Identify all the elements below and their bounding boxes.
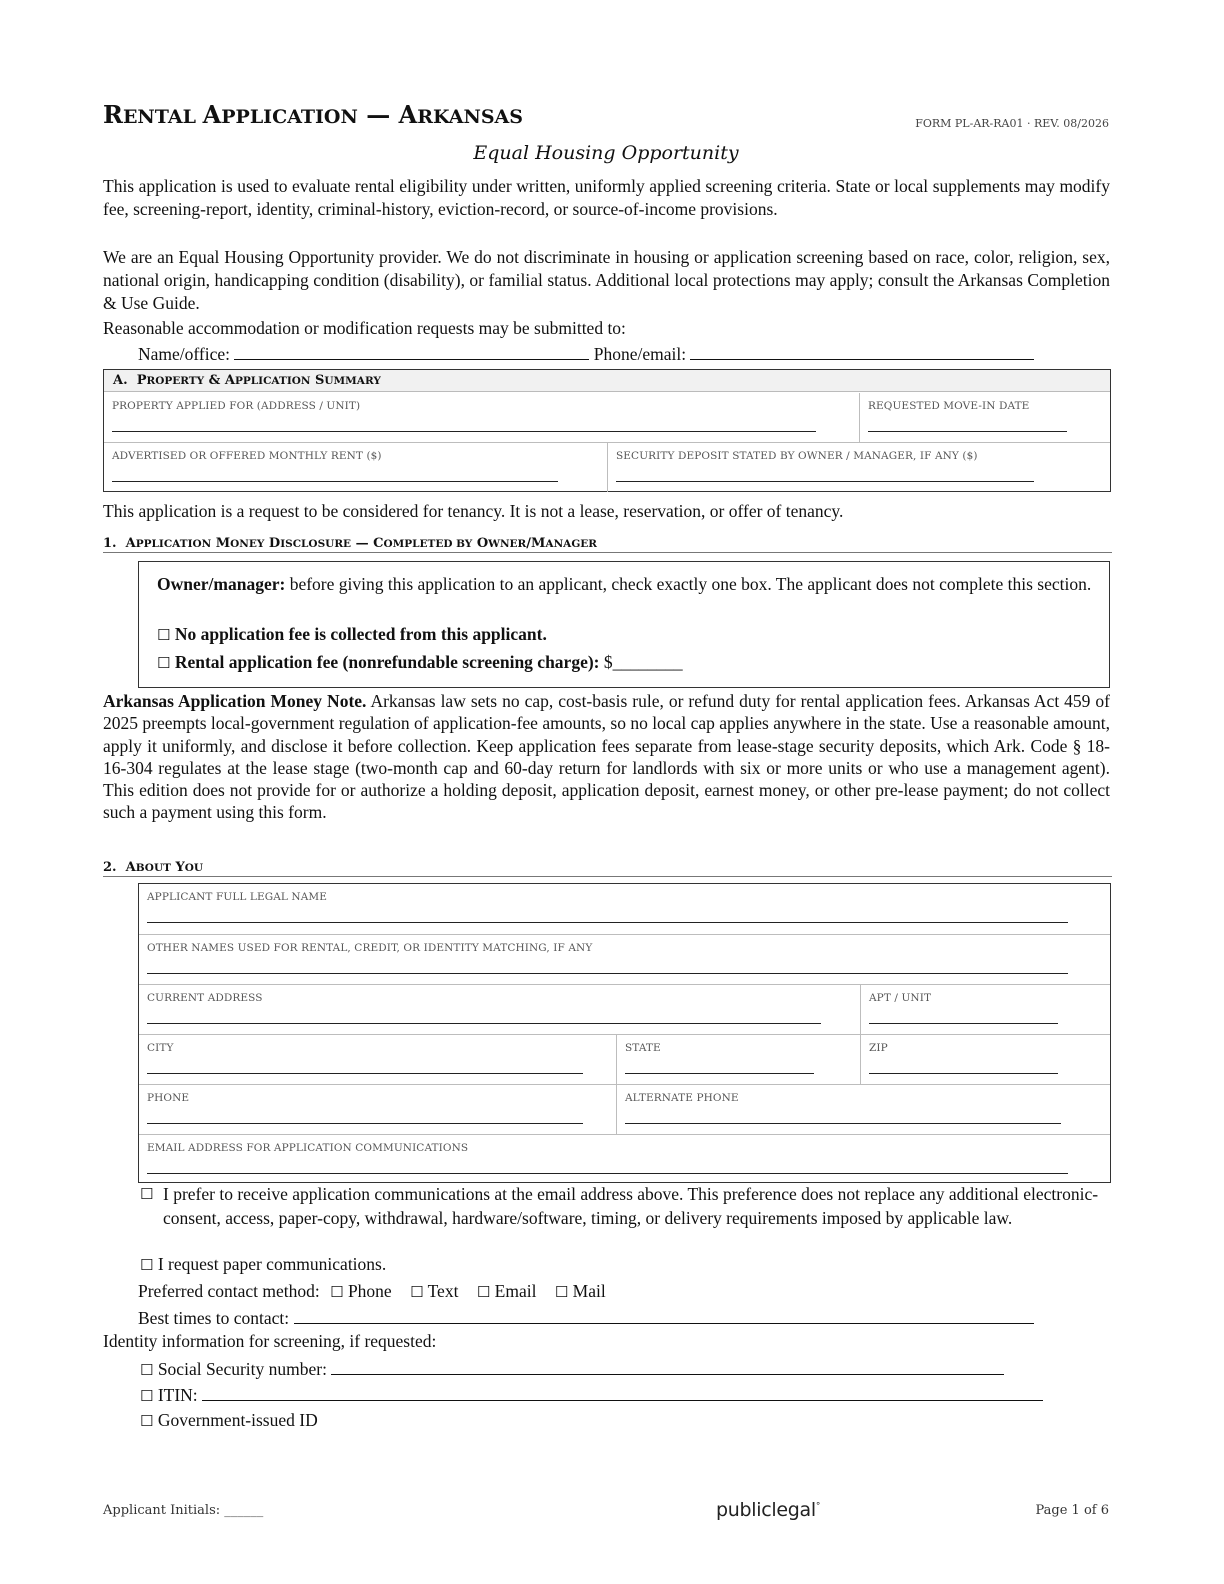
checkbox-icon[interactable]: ☐ (410, 1283, 424, 1301)
checkbox-icon[interactable]: ☐ (476, 1283, 491, 1301)
full-name-input[interactable] (147, 922, 1068, 923)
contact-phone-label: Phone (347, 1281, 392, 1301)
city-cell[interactable] (139, 1034, 617, 1084)
accommodation-contact-line (138, 343, 1034, 365)
phone-email-label: Phone/email: (593, 344, 687, 364)
intro-paragraph-2: We are an Equal Housing Opportunity provider. We do not discriminate in housing or application screening based on race, color, religion, sex, national origin, handicapping condition (disability), or familial status. Additional local protections may apply; consult the Arkansas Completion & Use Guide. (103, 247, 1110, 313)
monthly-rent-cell[interactable] (104, 443, 608, 492)
ssn-label: Social Security number: (157, 1359, 327, 1379)
checkbox-icon[interactable]: ☐ (330, 1283, 344, 1301)
email-cell[interactable] (139, 1134, 1110, 1182)
field-label: CURRENT ADDRESS (147, 991, 263, 1004)
alternate-phone-input[interactable] (625, 1123, 1061, 1124)
best-times-label: Best times to contact: (138, 1308, 290, 1328)
owner-instruction-text: before giving this application to an applicant, check exactly one box. The applicant does not complete this section. (285, 574, 1092, 594)
best-times-row (138, 1307, 1034, 1329)
property-summary-heading: A. PROPERTY & APPLICATION SUMMARY (104, 370, 1110, 392)
checkbox-icon[interactable]: ☐ (140, 1387, 154, 1405)
apt-unit-input[interactable] (869, 1023, 1058, 1024)
intro-paragraph-1: This application is used to evaluate rental eligibility under written, uniformly applied screening criteria. State or local supplements may modify fee, screening-report, identity, criminal-history, eviction-record, or source-of-income provisions. (103, 176, 1110, 219)
phone-email-field[interactable] (690, 343, 1034, 360)
title-part: RKANSAS (417, 106, 524, 128)
rent-deposit-table (104, 442, 1110, 492)
property-summary-table (104, 393, 1110, 443)
field-label: REQUESTED MOVE-IN DATE (868, 400, 1030, 412)
checkbox-icon[interactable]: ☐ (140, 1412, 154, 1430)
field-label: ALTERNATE PHONE (625, 1091, 739, 1104)
page-number: Page 1 of 6 (1035, 1503, 1109, 1518)
gov-id-label: Government-issued ID (157, 1410, 318, 1430)
applicant-initials: Applicant Initials: ______ (103, 1503, 264, 1518)
email-preference-option[interactable] (140, 1183, 1100, 1230)
paper-preference-option[interactable] (140, 1254, 386, 1275)
no-fee-option[interactable] (157, 624, 547, 645)
intro-paragraph-3: Reasonable accommodation or modification requests may be submitted to: (103, 318, 626, 338)
itin-field[interactable] (202, 1384, 1043, 1401)
contact-mail-label: Mail (572, 1281, 606, 1301)
page-title (103, 100, 523, 129)
fee-amount-field[interactable]: $________ (599, 652, 683, 672)
field-label: OTHER NAMES USED FOR RENTAL, CREDIT, OR IDENTITY MATCHING, IF ANY (147, 941, 593, 954)
other-names-input[interactable] (147, 973, 1068, 974)
alternate-phone-cell[interactable] (617, 1084, 1111, 1134)
identity-info-label: Identity information for screening, if requested: (103, 1331, 437, 1351)
itin-option[interactable] (140, 1384, 1043, 1406)
field-label: ADVERTISED OR OFFERED MONTHLY RENT ($) (112, 450, 382, 462)
security-deposit-input[interactable] (616, 481, 1034, 482)
current-address-input[interactable] (147, 1023, 821, 1024)
security-deposit-cell[interactable] (608, 443, 1111, 492)
gov-id-option[interactable] (140, 1410, 318, 1431)
contact-email-label: Email (494, 1281, 537, 1301)
publiclegal-logo (716, 1499, 820, 1521)
title-part: A (202, 100, 222, 129)
tenancy-note: This application is a request to be considered for tenancy. It is not a lease, reservation, or offer of tenancy. (103, 501, 844, 521)
state-input[interactable] (625, 1073, 814, 1074)
title-part: A (398, 100, 418, 129)
field-label: CITY (147, 1041, 174, 1054)
owner-instructions (157, 572, 1095, 596)
zip-input[interactable] (869, 1073, 1058, 1074)
city-input[interactable] (147, 1073, 583, 1074)
phone-cell[interactable] (139, 1084, 617, 1134)
property-summary-box (103, 369, 1111, 492)
money-note-text: Arkansas law sets no cap, cost-basis rule, or refund duty for rental application fees. Arkansas Act 459 of 2025 preempts local-government regulation of application-fee amounts, so no local cap applies anywhere in the state. Use a reasonable amount, apply it uniformly, and disclose it before collection. Keep application fees separate from lease-stage security deposits, which Ark. Code § 18-16-304 regulates at the lease stage (two-month cap and 60-day return for landlords with six or more units or who use a management agent). This edition does not provide for or authorize a holding deposit, application deposit, earnest money, or other pre-lease payment; do not collect such a payment using this form. (103, 691, 1110, 823)
ssn-field[interactable] (331, 1358, 1004, 1375)
state-cell[interactable] (617, 1034, 861, 1084)
property-address-cell[interactable] (104, 393, 860, 442)
checkbox-icon[interactable]: ☐ (140, 1185, 154, 1203)
checkbox-icon[interactable]: ☐ (554, 1283, 569, 1301)
name-office-field[interactable] (234, 343, 589, 360)
owner-disclosure-box (138, 561, 1110, 688)
contact-text-label: Text (427, 1281, 459, 1301)
field-label: STATE (625, 1041, 661, 1054)
field-label: ZIP (869, 1041, 888, 1054)
field-label: EMAIL ADDRESS FOR APPLICATION COMMUNICATIONS (147, 1141, 469, 1154)
about-you-table (139, 884, 1110, 1182)
checkbox-icon[interactable]: ☐ (140, 1361, 154, 1379)
field-label: APT / UNIT (869, 991, 932, 1004)
contact-method-label: Preferred contact method: (138, 1281, 320, 1301)
zip-cell[interactable] (861, 1034, 1111, 1084)
phone-input[interactable] (147, 1123, 583, 1124)
other-names-cell[interactable] (139, 934, 1110, 984)
form-number: FORM PL-AR-RA01 · REV. 08/2026 (915, 117, 1109, 130)
name-office-label: Name/office: (138, 344, 230, 364)
itin-label: ITIN: (157, 1385, 198, 1405)
brand-name: publiclegal (716, 1499, 816, 1521)
title-part: R (103, 100, 123, 129)
section-2-heading: 2. ABOUT YOU (103, 860, 1112, 877)
move-in-date-input[interactable] (868, 431, 1067, 432)
current-address-cell[interactable] (139, 984, 861, 1034)
money-note-title: Arkansas Application Money Note. (103, 691, 367, 711)
field-label: SECURITY DEPOSIT STATED BY OWNER / MANAGER, IF ANY ($) (616, 450, 978, 462)
section-1-heading: 1. APPLICATION MONEY DISCLOSURE — COMPLETED BY OWNER/MANAGER (103, 536, 1112, 553)
title-part: PPLICATION (221, 106, 358, 128)
field-label: PROPERTY APPLIED FOR (ADDRESS / UNIT) (112, 400, 361, 412)
monthly-rent-input[interactable] (112, 481, 558, 482)
move-in-date-cell[interactable] (860, 393, 1111, 442)
title-part: ENTAL (122, 106, 203, 128)
field-label: PHONE (147, 1091, 190, 1104)
page-subtitle: Equal Housing Opportunity (473, 142, 739, 164)
no-fee-label: No application fee is collected from this applicant. (174, 624, 547, 644)
best-times-field[interactable] (294, 1307, 1034, 1324)
contact-method-row (138, 1281, 606, 1302)
ssn-option[interactable] (140, 1358, 1004, 1380)
fee-label: Rental application fee (nonrefundable screening charge): (174, 652, 600, 672)
paper-preference-label: I request paper communications. (157, 1254, 387, 1274)
checkbox-icon[interactable]: ☐ (157, 654, 171, 672)
owner-label: Owner/manager: (157, 574, 286, 594)
fee-option[interactable] (157, 652, 683, 673)
about-you-box (138, 883, 1111, 1183)
property-address-input[interactable] (112, 431, 816, 432)
money-note (103, 690, 1110, 824)
apt-unit-cell[interactable] (861, 984, 1111, 1034)
checkbox-icon[interactable]: ☐ (157, 626, 171, 644)
email-input[interactable] (147, 1173, 1068, 1174)
title-part: — (357, 100, 399, 129)
full-name-cell[interactable] (139, 884, 1110, 934)
field-label: APPLICANT FULL LEGAL NAME (147, 891, 328, 903)
email-preference-label: I prefer to receive application communications at the email address above. This preference does not replace any additional electronic-consent, access, paper-copy, withdrawal, hardware/software, timing, or delivery requirements imposed by applicable law. (163, 1184, 1099, 1228)
checkbox-icon[interactable]: ☐ (140, 1256, 154, 1274)
brand-mark: ° (815, 1501, 821, 1512)
